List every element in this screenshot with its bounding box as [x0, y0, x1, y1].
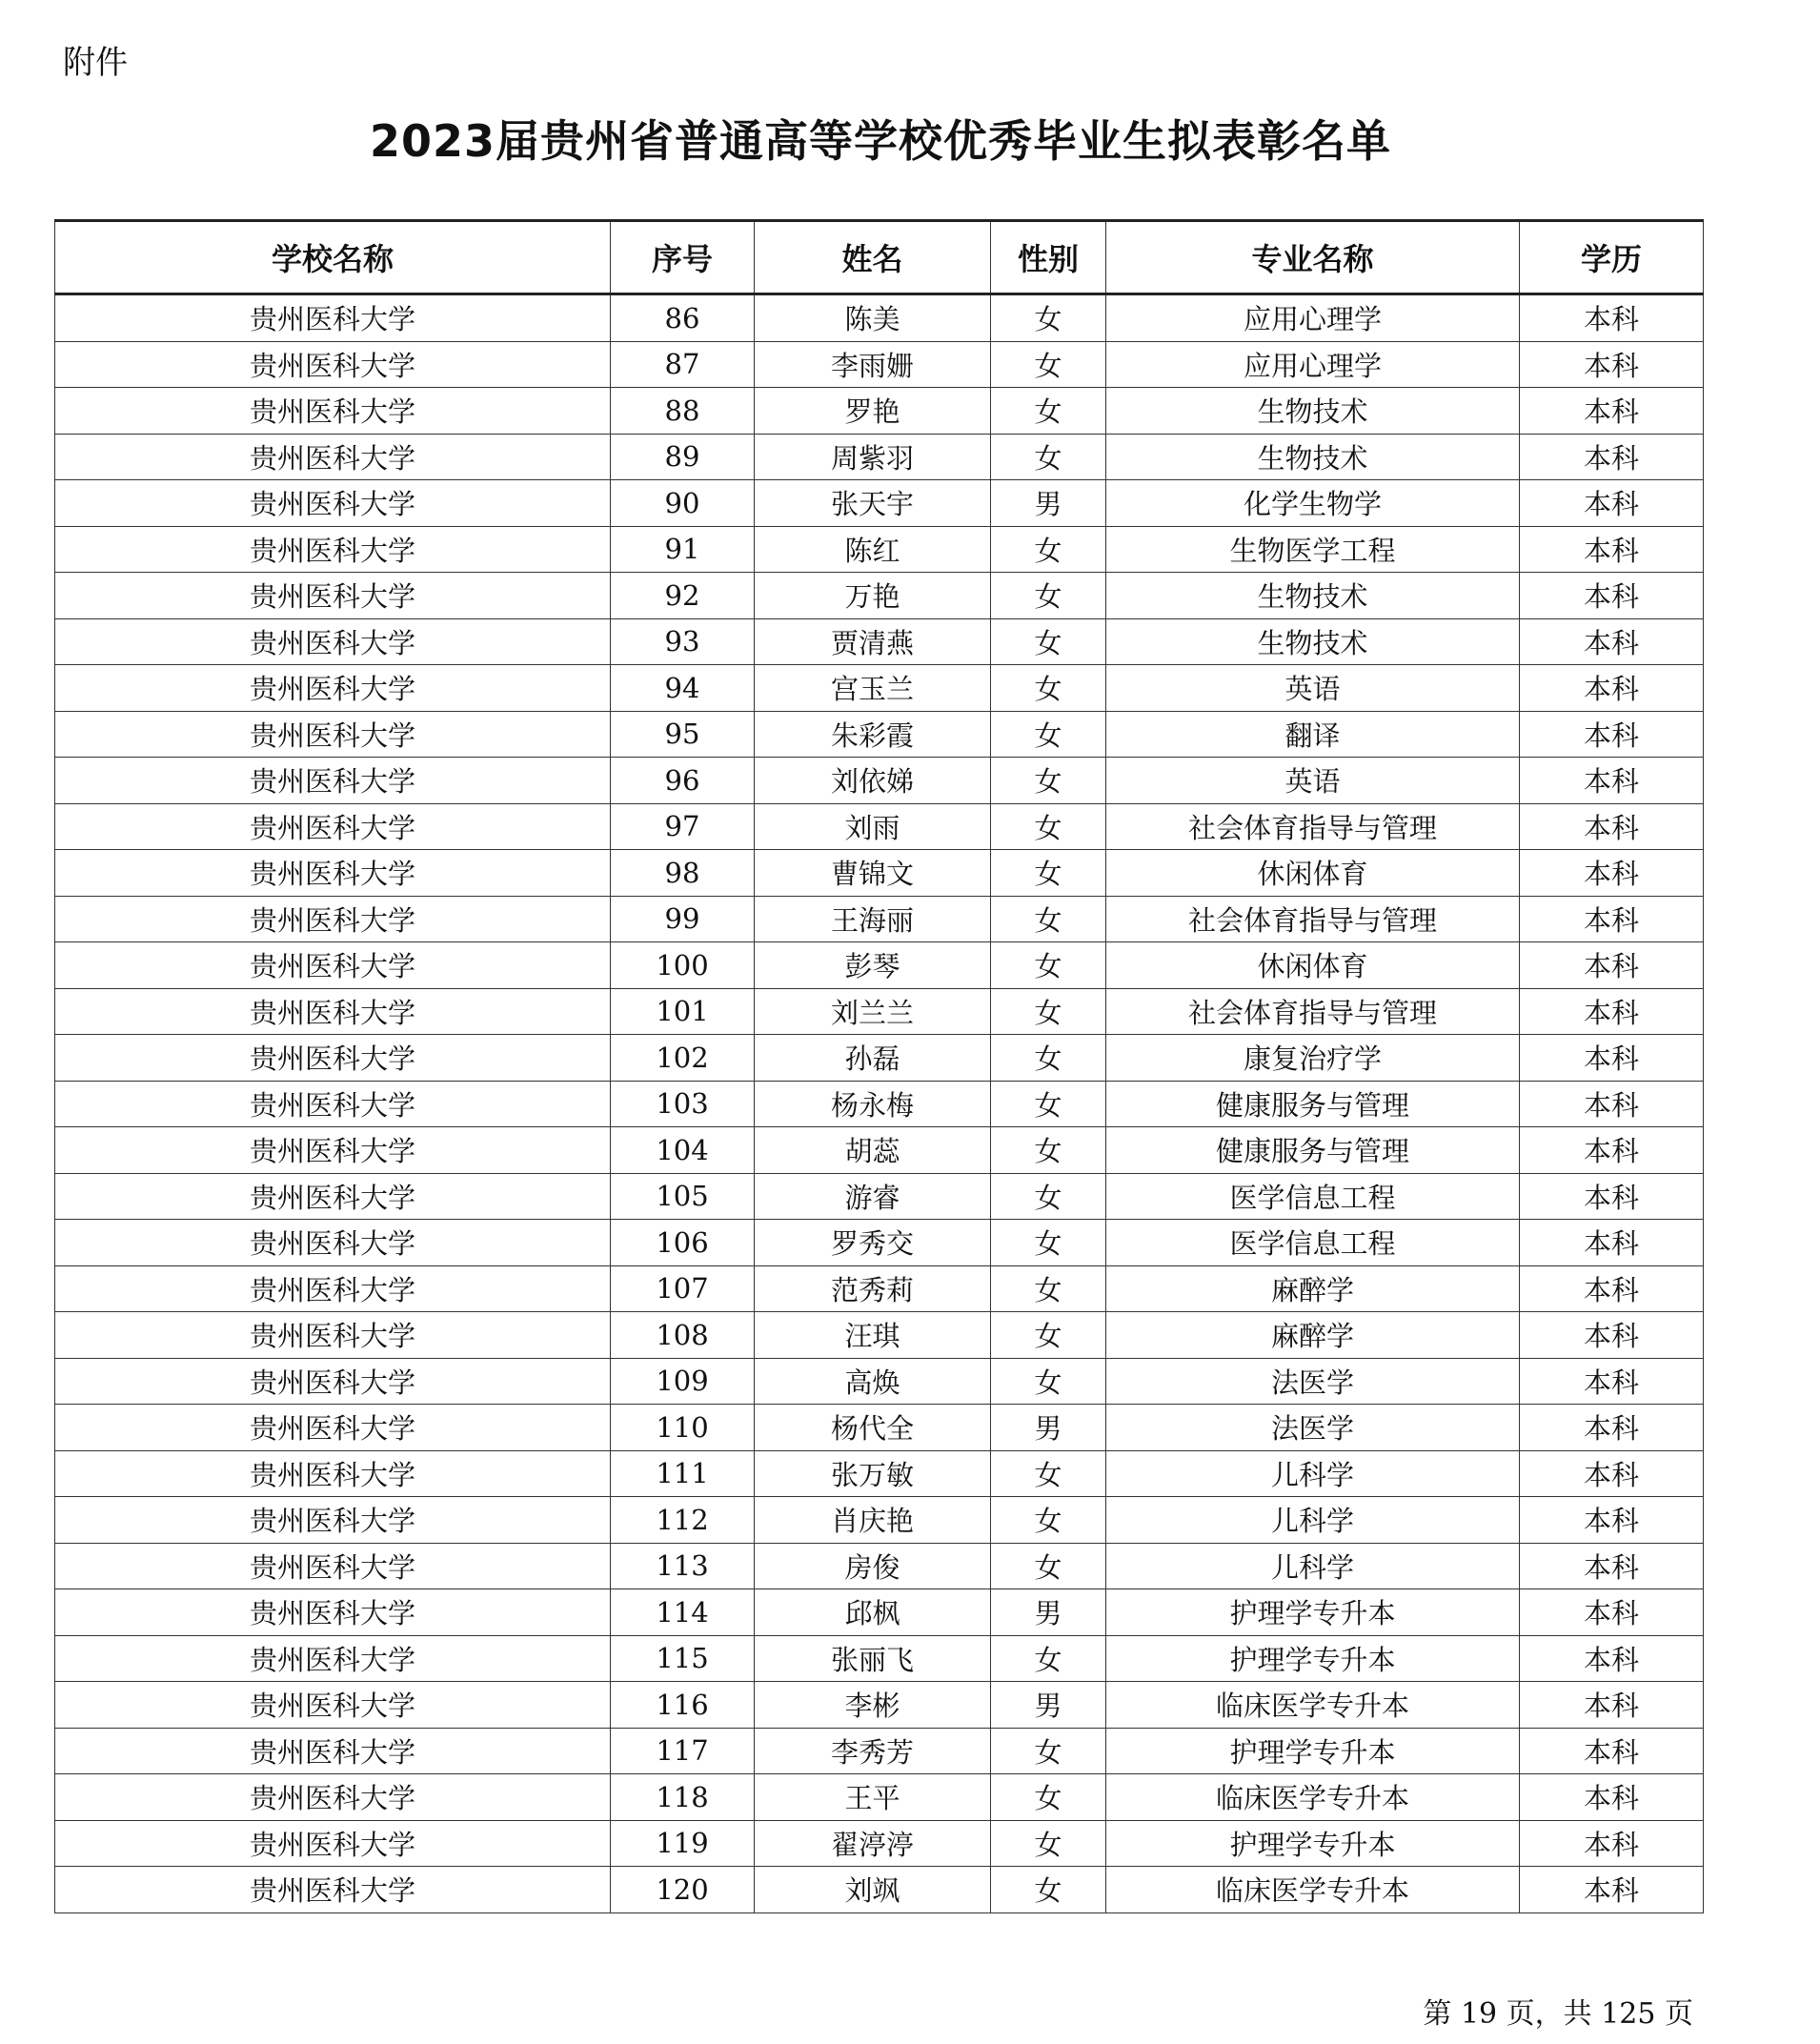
cell-serial: 109 [611, 1358, 755, 1405]
cell-name: 范秀莉 [755, 1265, 991, 1312]
cell-degree: 本科 [1520, 1035, 1704, 1082]
cell-name: 刘依娣 [755, 758, 991, 804]
cell-degree: 本科 [1520, 1682, 1704, 1729]
cell-gender: 女 [991, 573, 1106, 619]
cell-degree: 本科 [1520, 1312, 1704, 1359]
cell-gender: 女 [991, 618, 1106, 665]
cell-school: 贵州医科大学 [55, 1265, 611, 1312]
cell-serial: 112 [611, 1497, 755, 1544]
cell-name: 曹锦文 [755, 850, 991, 897]
table-row [55, 988, 1704, 1035]
cell-serial: 104 [611, 1127, 755, 1174]
cell-school: 贵州医科大学 [55, 573, 611, 619]
document-title: 2023届贵州省普通高等学校优秀毕业生拟表彰名单 [369, 115, 1392, 167]
cell-gender: 女 [991, 1220, 1106, 1266]
cell-major: 儿科学 [1106, 1450, 1520, 1497]
cell-major: 社会体育指导与管理 [1106, 988, 1520, 1035]
table-row [55, 665, 1704, 712]
cell-degree: 本科 [1520, 758, 1704, 804]
cell-name: 汪琪 [755, 1312, 991, 1359]
cell-name: 游睿 [755, 1173, 991, 1220]
table-row [55, 1589, 1704, 1636]
cell-major: 休闲体育 [1106, 942, 1520, 989]
cell-major: 翻译 [1106, 711, 1520, 758]
table-row [55, 1081, 1704, 1127]
cell-name: 胡蕊 [755, 1127, 991, 1174]
column-header-school: 学校名称 [55, 221, 611, 294]
cell-school: 贵州医科大学 [55, 1774, 611, 1821]
cell-school: 贵州医科大学 [55, 1682, 611, 1729]
cell-major: 康复治疗学 [1106, 1035, 1520, 1082]
cell-major: 生物技术 [1106, 573, 1520, 619]
cell-serial: 107 [611, 1265, 755, 1312]
cell-gender: 女 [991, 1035, 1106, 1082]
cell-serial: 114 [611, 1589, 755, 1636]
cell-serial: 119 [611, 1820, 755, 1867]
cell-degree: 本科 [1520, 988, 1704, 1035]
cell-gender: 女 [991, 803, 1106, 850]
cell-serial: 96 [611, 758, 755, 804]
cell-major: 麻醉学 [1106, 1265, 1520, 1312]
table-row [55, 942, 1704, 989]
cell-gender: 女 [991, 294, 1106, 342]
cell-major: 生物医学工程 [1106, 526, 1520, 573]
cell-gender: 女 [991, 1820, 1106, 1867]
cell-name: 房俊 [755, 1543, 991, 1589]
cell-gender: 男 [991, 1405, 1106, 1451]
table-row [55, 1405, 1704, 1451]
cell-gender: 女 [991, 1497, 1106, 1544]
cell-name: 万艳 [755, 573, 991, 619]
cell-serial: 90 [611, 480, 755, 527]
table-row [55, 1728, 1704, 1774]
table-row [55, 896, 1704, 942]
cell-name: 罗秀交 [755, 1220, 991, 1266]
cell-name: 陈美 [755, 294, 991, 342]
column-header-major: 专业名称 [1106, 221, 1520, 294]
cell-gender: 女 [991, 988, 1106, 1035]
cell-serial: 106 [611, 1220, 755, 1266]
cell-gender: 女 [991, 850, 1106, 897]
cell-serial: 116 [611, 1682, 755, 1729]
cell-major: 护理学专升本 [1106, 1589, 1520, 1636]
cell-name: 杨代全 [755, 1405, 991, 1451]
cell-school: 贵州医科大学 [55, 341, 611, 388]
cell-degree: 本科 [1520, 1358, 1704, 1405]
cell-major: 护理学专升本 [1106, 1728, 1520, 1774]
table-row [55, 1173, 1704, 1220]
table-row [55, 1220, 1704, 1266]
cell-serial: 103 [611, 1081, 755, 1127]
cell-degree: 本科 [1520, 294, 1704, 342]
cell-degree: 本科 [1520, 896, 1704, 942]
cell-degree: 本科 [1520, 341, 1704, 388]
cell-school: 贵州医科大学 [55, 1312, 611, 1359]
cell-gender: 女 [991, 434, 1106, 480]
cell-major: 生物技术 [1106, 388, 1520, 435]
cell-degree: 本科 [1520, 480, 1704, 527]
cell-school: 贵州医科大学 [55, 1635, 611, 1682]
cell-major: 英语 [1106, 758, 1520, 804]
cell-school: 贵州医科大学 [55, 618, 611, 665]
table-row [55, 341, 1704, 388]
cell-school: 贵州医科大学 [55, 711, 611, 758]
cell-school: 贵州医科大学 [55, 1173, 611, 1220]
cell-serial: 97 [611, 803, 755, 850]
cell-name: 刘兰兰 [755, 988, 991, 1035]
cell-degree: 本科 [1520, 1220, 1704, 1266]
cell-school: 贵州医科大学 [55, 758, 611, 804]
cell-serial: 120 [611, 1867, 755, 1913]
cell-gender: 女 [991, 1358, 1106, 1405]
cell-degree: 本科 [1520, 665, 1704, 712]
cell-school: 贵州医科大学 [55, 1220, 611, 1266]
cell-major: 应用心理学 [1106, 294, 1520, 342]
cell-major: 护理学专升本 [1106, 1635, 1520, 1682]
cell-major: 麻醉学 [1106, 1312, 1520, 1359]
cell-name: 周紫羽 [755, 434, 991, 480]
table-row [55, 526, 1704, 573]
table-row [55, 1312, 1704, 1359]
table-row [55, 618, 1704, 665]
cell-degree: 本科 [1520, 1405, 1704, 1451]
column-header-degree: 学历 [1520, 221, 1704, 294]
cell-degree: 本科 [1520, 1635, 1704, 1682]
cell-serial: 100 [611, 942, 755, 989]
cell-serial: 108 [611, 1312, 755, 1359]
cell-serial: 111 [611, 1450, 755, 1497]
cell-school: 贵州医科大学 [55, 1867, 611, 1913]
cell-degree: 本科 [1520, 1774, 1704, 1821]
cell-gender: 女 [991, 1543, 1106, 1589]
cell-serial: 115 [611, 1635, 755, 1682]
cell-degree: 本科 [1520, 573, 1704, 619]
cell-school: 贵州医科大学 [55, 1589, 611, 1636]
cell-school: 贵州医科大学 [55, 1405, 611, 1451]
cell-name: 孙磊 [755, 1035, 991, 1082]
cell-name: 王海丽 [755, 896, 991, 942]
cell-gender: 女 [991, 1728, 1106, 1774]
cell-name: 彭琴 [755, 942, 991, 989]
cell-serial: 86 [611, 294, 755, 342]
cell-name: 高焕 [755, 1358, 991, 1405]
cell-name: 罗艳 [755, 388, 991, 435]
cell-major: 护理学专升本 [1106, 1820, 1520, 1867]
cell-degree: 本科 [1520, 1173, 1704, 1220]
table-row [55, 1450, 1704, 1497]
cell-major: 法医学 [1106, 1405, 1520, 1451]
table-row [55, 294, 1704, 342]
cell-school: 贵州医科大学 [55, 1450, 611, 1497]
cell-school: 贵州医科大学 [55, 850, 611, 897]
table-row [55, 850, 1704, 897]
cell-major: 临床医学专升本 [1106, 1867, 1520, 1913]
cell-serial: 98 [611, 850, 755, 897]
cell-school: 贵州医科大学 [55, 480, 611, 527]
cell-serial: 92 [611, 573, 755, 619]
cell-school: 贵州医科大学 [55, 665, 611, 712]
table-row [55, 1497, 1704, 1544]
cell-gender: 女 [991, 1450, 1106, 1497]
cell-degree: 本科 [1520, 942, 1704, 989]
cell-name: 邱枫 [755, 1589, 991, 1636]
cell-school: 贵州医科大学 [55, 988, 611, 1035]
graduate-roster-table [54, 219, 1704, 1913]
table-row [55, 1867, 1704, 1913]
table-row [55, 388, 1704, 435]
cell-gender: 女 [991, 896, 1106, 942]
cell-degree: 本科 [1520, 711, 1704, 758]
cell-serial: 117 [611, 1728, 755, 1774]
cell-school: 贵州医科大学 [55, 294, 611, 342]
cell-major: 社会体育指导与管理 [1106, 803, 1520, 850]
cell-name: 李秀芳 [755, 1728, 991, 1774]
cell-degree: 本科 [1520, 803, 1704, 850]
table-row [55, 1635, 1704, 1682]
cell-name: 陈红 [755, 526, 991, 573]
cell-degree: 本科 [1520, 618, 1704, 665]
cell-gender: 女 [991, 1312, 1106, 1359]
table-row [55, 573, 1704, 619]
cell-serial: 91 [611, 526, 755, 573]
cell-degree: 本科 [1520, 1543, 1704, 1589]
cell-gender: 女 [991, 1867, 1106, 1913]
table-row [55, 1774, 1704, 1821]
cell-serial: 88 [611, 388, 755, 435]
cell-gender: 女 [991, 1173, 1106, 1220]
cell-school: 贵州医科大学 [55, 1820, 611, 1867]
table-row [55, 803, 1704, 850]
cell-name: 肖庆艳 [755, 1497, 991, 1544]
table-header [55, 221, 1704, 294]
cell-degree: 本科 [1520, 1820, 1704, 1867]
cell-major: 医学信息工程 [1106, 1220, 1520, 1266]
cell-gender: 女 [991, 341, 1106, 388]
cell-gender: 女 [991, 942, 1106, 989]
table-row [55, 1265, 1704, 1312]
cell-gender: 男 [991, 1589, 1106, 1636]
cell-serial: 113 [611, 1543, 755, 1589]
table-row [55, 480, 1704, 527]
cell-degree: 本科 [1520, 1728, 1704, 1774]
cell-gender: 女 [991, 758, 1106, 804]
page-footer: 第 19 页，共 125 页 [1423, 1997, 1693, 2031]
cell-major: 生物技术 [1106, 618, 1520, 665]
cell-major: 应用心理学 [1106, 341, 1520, 388]
cell-serial: 105 [611, 1173, 755, 1220]
cell-school: 贵州医科大学 [55, 434, 611, 480]
cell-serial: 87 [611, 341, 755, 388]
cell-name: 刘雨 [755, 803, 991, 850]
cell-major: 临床医学专升本 [1106, 1682, 1520, 1729]
cell-school: 贵州医科大学 [55, 526, 611, 573]
cell-degree: 本科 [1520, 1127, 1704, 1174]
cell-name: 刘飒 [755, 1867, 991, 1913]
cell-name: 张万敏 [755, 1450, 991, 1497]
cell-gender: 女 [991, 388, 1106, 435]
cell-school: 贵州医科大学 [55, 1497, 611, 1544]
cell-degree: 本科 [1520, 1497, 1704, 1544]
cell-major: 化学生物学 [1106, 480, 1520, 527]
cell-gender: 女 [991, 665, 1106, 712]
cell-degree: 本科 [1520, 1450, 1704, 1497]
table-row [55, 1035, 1704, 1082]
cell-gender: 女 [991, 526, 1106, 573]
table-row [55, 1358, 1704, 1405]
cell-gender: 男 [991, 1682, 1106, 1729]
cell-serial: 101 [611, 988, 755, 1035]
cell-school: 贵州医科大学 [55, 388, 611, 435]
column-header-gender: 性别 [991, 221, 1106, 294]
cell-gender: 女 [991, 1635, 1106, 1682]
cell-gender: 女 [991, 1081, 1106, 1127]
cell-major: 健康服务与管理 [1106, 1081, 1520, 1127]
table-row [55, 1820, 1704, 1867]
column-header-serial: 序号 [611, 221, 755, 294]
cell-name: 李雨姗 [755, 341, 991, 388]
cell-school: 贵州医科大学 [55, 1035, 611, 1082]
cell-major: 临床医学专升本 [1106, 1774, 1520, 1821]
cell-school: 贵州医科大学 [55, 942, 611, 989]
attachment-label: 附件 [63, 44, 128, 82]
table-row [55, 1682, 1704, 1729]
cell-school: 贵州医科大学 [55, 896, 611, 942]
column-header-name: 姓名 [755, 221, 991, 294]
cell-major: 健康服务与管理 [1106, 1127, 1520, 1174]
table-row [55, 434, 1704, 480]
cell-name: 张丽飞 [755, 1635, 991, 1682]
cell-major: 医学信息工程 [1106, 1173, 1520, 1220]
cell-school: 贵州医科大学 [55, 1728, 611, 1774]
cell-school: 贵州医科大学 [55, 1358, 611, 1405]
cell-major: 英语 [1106, 665, 1520, 712]
cell-degree: 本科 [1520, 388, 1704, 435]
cell-degree: 本科 [1520, 1081, 1704, 1127]
cell-gender: 女 [991, 1265, 1106, 1312]
table-body [55, 294, 1704, 1913]
cell-major: 儿科学 [1106, 1543, 1520, 1589]
cell-school: 贵州医科大学 [55, 803, 611, 850]
cell-degree: 本科 [1520, 1589, 1704, 1636]
cell-serial: 95 [611, 711, 755, 758]
table-row [55, 758, 1704, 804]
cell-school: 贵州医科大学 [55, 1127, 611, 1174]
cell-major: 生物技术 [1106, 434, 1520, 480]
cell-serial: 94 [611, 665, 755, 712]
cell-degree: 本科 [1520, 526, 1704, 573]
cell-degree: 本科 [1520, 434, 1704, 480]
cell-degree: 本科 [1520, 1265, 1704, 1312]
cell-school: 贵州医科大学 [55, 1081, 611, 1127]
cell-serial: 93 [611, 618, 755, 665]
cell-name: 翟渟渟 [755, 1820, 991, 1867]
cell-degree: 本科 [1520, 1867, 1704, 1913]
cell-gender: 女 [991, 1127, 1106, 1174]
cell-major: 法医学 [1106, 1358, 1520, 1405]
cell-major: 社会体育指导与管理 [1106, 896, 1520, 942]
cell-serial: 89 [611, 434, 755, 480]
cell-name: 王平 [755, 1774, 991, 1821]
cell-school: 贵州医科大学 [55, 1543, 611, 1589]
cell-serial: 99 [611, 896, 755, 942]
cell-name: 贾清燕 [755, 618, 991, 665]
cell-name: 朱彩霞 [755, 711, 991, 758]
cell-name: 张天宇 [755, 480, 991, 527]
cell-major: 儿科学 [1106, 1497, 1520, 1544]
cell-name: 李彬 [755, 1682, 991, 1729]
cell-gender: 女 [991, 711, 1106, 758]
cell-serial: 118 [611, 1774, 755, 1821]
cell-serial: 102 [611, 1035, 755, 1082]
cell-gender: 女 [991, 1774, 1106, 1821]
cell-gender: 男 [991, 480, 1106, 527]
cell-major: 休闲体育 [1106, 850, 1520, 897]
header-row [55, 221, 1704, 294]
cell-name: 杨永梅 [755, 1081, 991, 1127]
table-row [55, 1543, 1704, 1589]
table-row [55, 711, 1704, 758]
cell-degree: 本科 [1520, 850, 1704, 897]
table-row [55, 1127, 1704, 1174]
cell-name: 宫玉兰 [755, 665, 991, 712]
cell-serial: 110 [611, 1405, 755, 1451]
